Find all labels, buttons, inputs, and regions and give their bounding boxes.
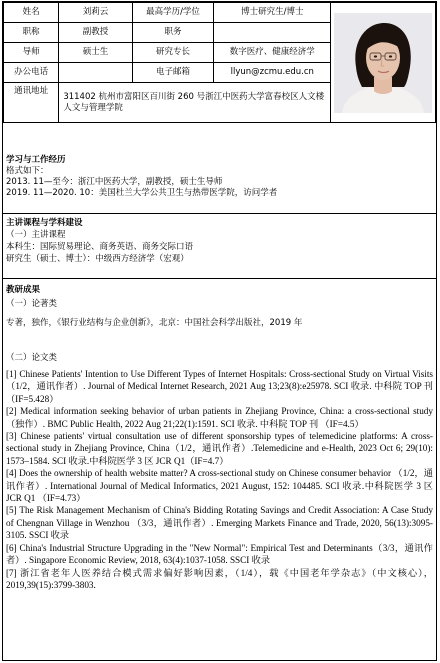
phone-value <box>59 63 132 83</box>
experience-line: 2019. 11—2020. 10：美国杜兰大学公共卫生与热带医学院，访问学者 <box>6 188 278 198</box>
expertise-value: 数字医疗、健康经济学 <box>214 43 331 63</box>
paper-item: [6] China's Industrial Structure Upgrading in the "New Normal": Empirical Test and Determinants（3/3，通讯作者）. Singapore Economic Review, 2018, 63(4):1037-1058. SSCI 收录 <box>6 542 433 566</box>
position-value <box>214 23 331 43</box>
title-value: 副教授 <box>59 23 132 43</box>
courses-sub-heading: （一）主讲课程 <box>6 230 66 240</box>
position-label: 职务 <box>132 23 214 43</box>
courses-section <box>6 218 433 265</box>
address-value: 311402 杭州市富阳区百川街 260 号浙江中医药大学富春校区人文楼 人文与管理学院 <box>59 83 331 123</box>
experience-heading: 学习与工作经历 <box>6 155 66 165</box>
works-heading: （一）论著类 <box>6 299 58 309</box>
profile-page <box>2 1 437 661</box>
papers-heading: （二）论文类 <box>6 353 58 363</box>
paper-item: [4] Does the ownership of health website matter? A cross-sectional study on Chinese consumer behavior （1/2，通讯作者）. International Journal of Medical Informatics, 2021 August, 152: 104485. SCI 收录.中科院医学 3 区 JCR Q1 （IF=4.73） <box>6 468 433 504</box>
portrait-icon <box>334 13 432 113</box>
works-line: 专著，独作，《银行业结构与企业创新》，北京：中国社会科学出版社，2019 年 <box>6 318 303 328</box>
paper-item: [3] Chinese patients' virtual consultation use of different sponsorship types of telemedicine platforms: A cross-sectional study in Zhejiang Province, China（1/2，通讯作者）.Telemedicine and e-Health, 2023 Oct 6; 29(10): 1573–1584. SCI 收录.中科院医学 3 区 JCR Q1（IF=4.7） <box>6 431 433 466</box>
divider <box>3 213 436 214</box>
paper-item: [7] 浙江省老年人医养结合模式需求偏好影响因素，（1/4），载《中国老年学杂志》（中文核心），2019,39(15):3799-3803. <box>6 567 433 590</box>
experience-format-line: 格式如下： <box>6 166 49 176</box>
paper-item: [2] Medical information seeking behavior of urban patients in Zhejiang Province, China: a cross-sectional study （独作）. BMC Public Health, 2022 Aug 21;22(1):1591. SCI 收录. 中科院 TOP 刊 （IF=4.5） <box>6 406 433 429</box>
divider <box>3 278 436 279</box>
research-heading: 教研成果 <box>6 285 41 295</box>
paper-item: [1] Chinese Patients' Intention to Use Different Types of Internet Hospitals: Cross-sectional Study on Virtual Visits （1/2，通讯作者）. Journal of Medical Internet Research, 2021 Aug 13;23(8):e25978. SCI 收录. 中科院 TOP 刊 （IF=5.428） <box>6 369 433 404</box>
advisor-value: 硕士生 <box>59 43 132 63</box>
experience-line: 2013. 11—至今：浙江中医药大学，副教授，硕士生导师 <box>6 177 223 187</box>
advisor-label: 导师 <box>4 43 59 63</box>
profile-info-table <box>3 2 436 123</box>
photo-cell <box>331 3 436 123</box>
experience-section <box>6 155 433 199</box>
research-section <box>6 285 433 591</box>
paper-item: [5] The Risk Management Mechanism of China's Bidding Rotating Savings and Credit Association: A Case Study of Chengnan Village in Wenzhou （3/3，通讯作者）. Emerging Markets Finance and Trade, 2020, 56(13):3095-3105. SSCI 收录 <box>6 505 433 541</box>
courses-heading: 主讲课程与学科建设 <box>6 218 83 228</box>
course-line: 研究生（硕士、博士）：中级西方经济学（宏观） <box>6 254 189 264</box>
portrait-photo <box>334 13 432 113</box>
title-label: 职称 <box>4 23 59 43</box>
expertise-label: 研究专长 <box>132 43 214 63</box>
degree-label: 最高学历/学位 <box>132 3 214 23</box>
email-value[interactable]: llyun@zcmu.edu.cn <box>214 63 331 83</box>
course-line: 本科生：国际贸易理论、商务英语、商务交际口语 <box>6 242 194 252</box>
name-label: 姓名 <box>4 3 59 23</box>
degree-value: 博士研究生/博士 <box>214 3 331 23</box>
email-label: 电子邮箱 <box>132 63 214 83</box>
phone-label: 办公电话 <box>4 63 59 83</box>
name-value: 刘莉云 <box>59 3 132 23</box>
address-label: 通讯地址 <box>4 83 59 123</box>
